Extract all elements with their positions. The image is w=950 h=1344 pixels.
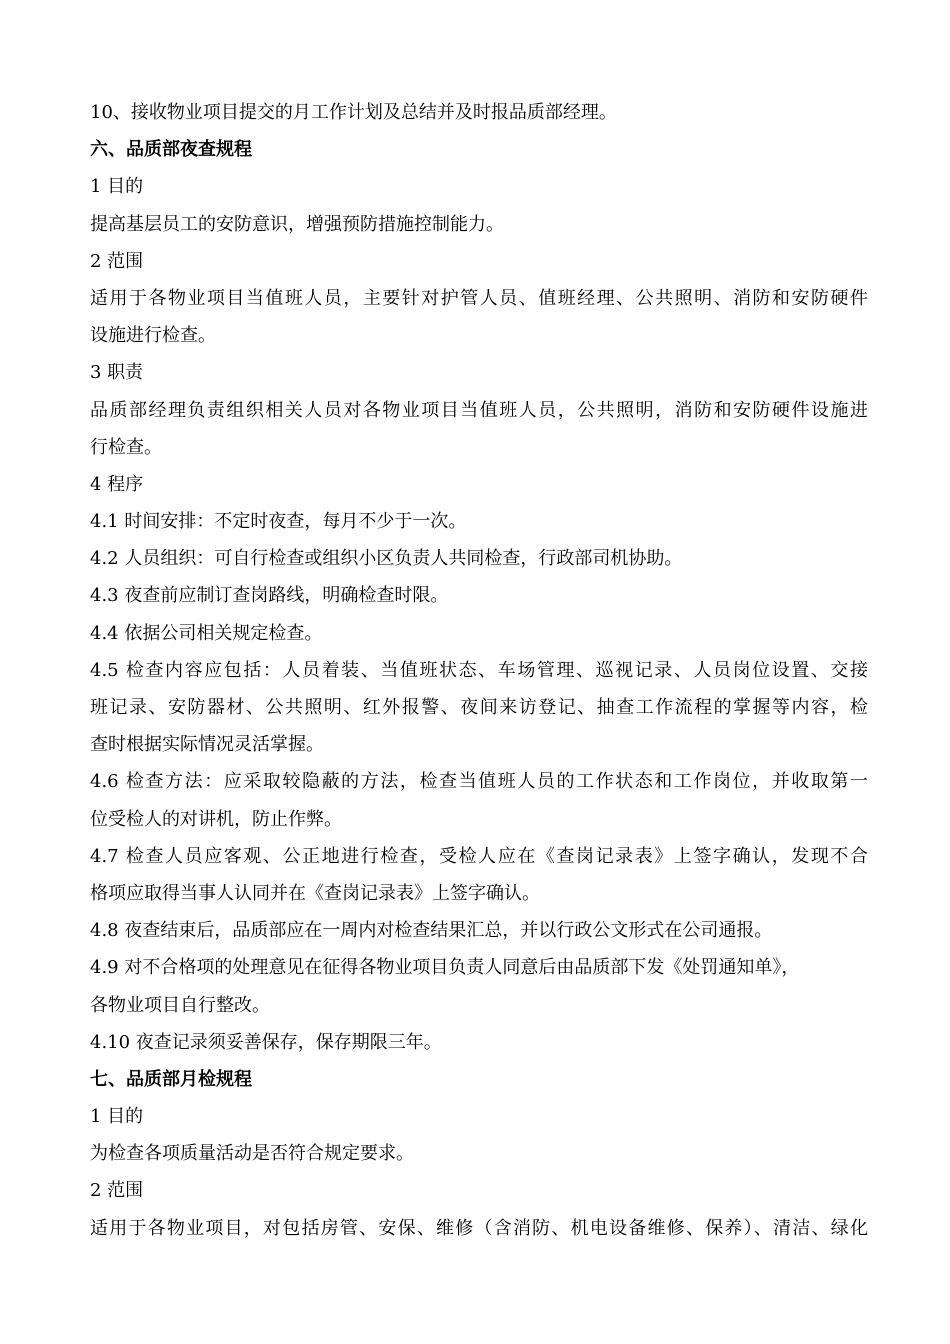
document-page xyxy=(90,94,868,1247)
subheading: 1 目的 xyxy=(90,176,144,198)
text-line: 4.1 时间安排：不定时夜查，每月不少于一次。 xyxy=(90,511,467,533)
text-line: 品质部经理负责组织相关人员对各物业项目当值班人员，公共照明，消防和安防硬件设施进 xyxy=(90,399,868,421)
text-line: 适用于各物业项目，对包括房管、安保、维修（含消防、机电设备维修、保养）、清洁、绿化 xyxy=(90,1217,868,1239)
text-line: 班记录、安防器材、公共照明、红外报警、夜间来访登记、抽查工作流程的掌握等内容，检 xyxy=(90,697,868,718)
text-line: 为检查各项质量活动是否符合规定要求。 xyxy=(90,1143,414,1165)
text-line: 设施进行检查。 xyxy=(90,325,216,347)
subheading: 2 范围 xyxy=(90,1180,144,1202)
text-line: 4.8 夜查结束后，品质部应在一周内对检查结果汇总，并以行政公文形式在公司通报。 xyxy=(90,920,773,942)
text-line: 位受检人的对讲机，防止作弊。 xyxy=(90,808,342,830)
text-line: 4.3 夜查前应制订查岗路线，明确检查时限。 xyxy=(90,585,449,607)
text-line: 查时根据实际情况灵活掌握。 xyxy=(90,734,324,756)
text-line: 4.7 检查人员应客观、公正地进行检查，受检人应在《查岗记录表》上签字确认，发现不合 xyxy=(90,845,868,867)
subheading: 1 目的 xyxy=(90,1106,144,1128)
section-heading: 六、品质部夜查规程 xyxy=(90,139,252,161)
section-heading: 七、品质部月检规程 xyxy=(90,1068,252,1090)
subheading: 2 范围 xyxy=(90,250,144,272)
text-line: 4.6 检查方法：应采取较隐蔽的方法，检查当值班人员的工作状态和工作岗位，并收取第一 xyxy=(90,771,868,793)
text-line: 格项应取得当事人认同并在《查岗记录表》上签字确认。 xyxy=(90,882,540,904)
text-line: 各物业项目自行整改。 xyxy=(90,994,270,1016)
text-line: 提高基层员工的安防意识，增强预防措施控制能力。 xyxy=(90,213,504,235)
text-line: 10、接收物业项目提交的月工作计划及总结并及时报品质部经理。 xyxy=(90,102,617,123)
text-line: 4.4 依据公司相关规定检查。 xyxy=(90,622,323,644)
text-line: 4.5 检查内容应包括：人员着装、当值班状态、车场管理、巡视记录、人员岗位设置、交接 xyxy=(90,659,868,681)
text-line: 4.2 人员组织：可自行检查或组织小区负责人共同检查，行政部司机协助。 xyxy=(90,548,683,570)
text-line: 行检查。 xyxy=(90,436,162,458)
subheading: 4 程序 xyxy=(90,473,144,495)
text-line: 4.9 对不合格项的处理意见在征得各物业项目负责人同意后由品质部下发《处罚通知单》， xyxy=(90,957,800,979)
subheading: 3 职责 xyxy=(90,362,144,384)
text-line: 适用于各物业项目当值班人员，主要针对护管人员、值班经理、公共照明、消防和安防硬件 xyxy=(90,287,868,309)
text-line: 4.10 夜查记录须妥善保存，保存期限三年。 xyxy=(90,1031,442,1053)
